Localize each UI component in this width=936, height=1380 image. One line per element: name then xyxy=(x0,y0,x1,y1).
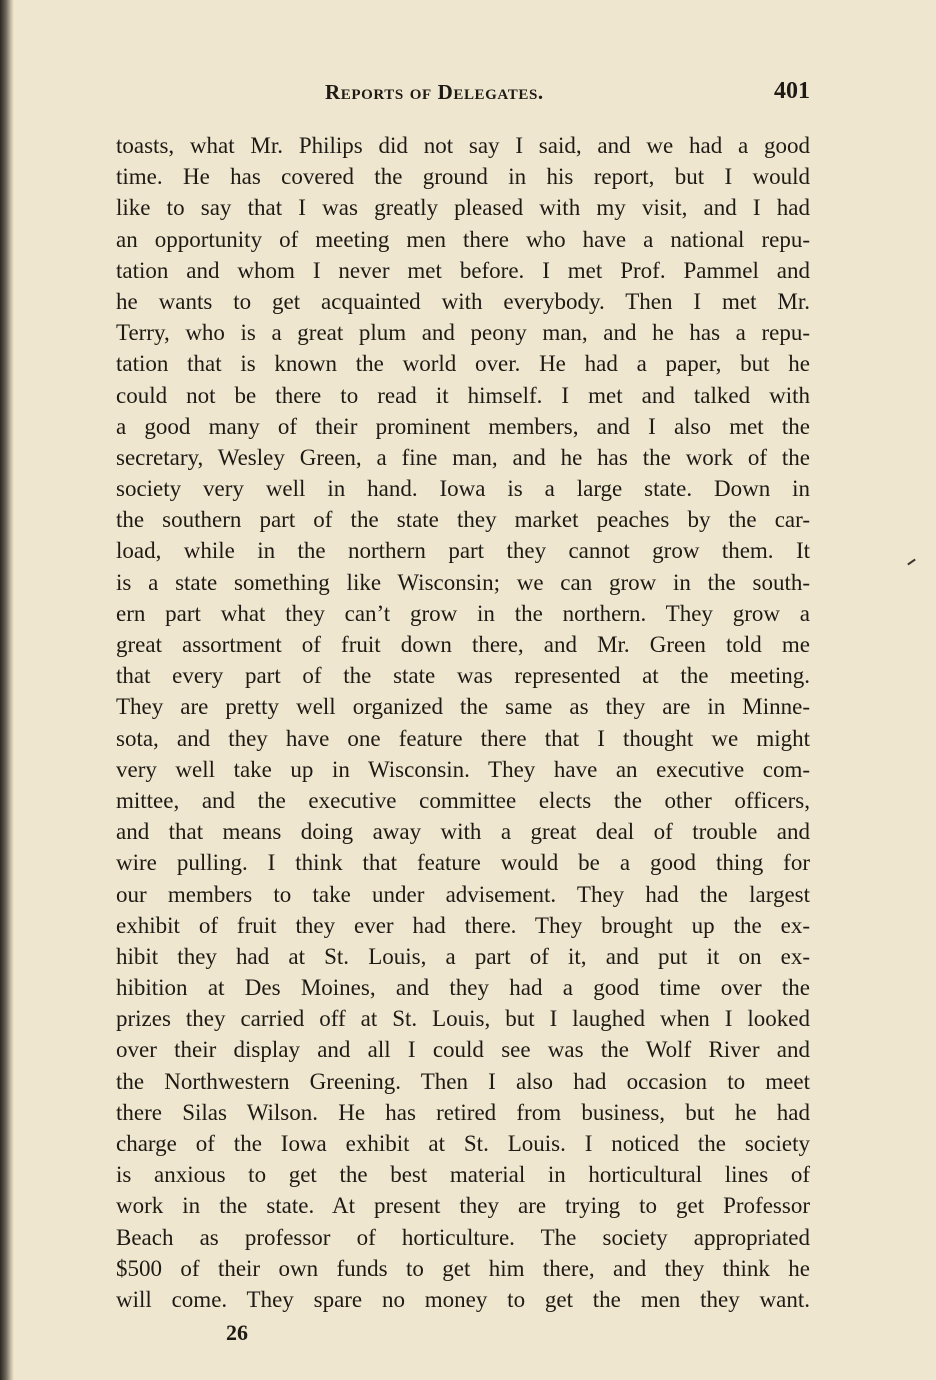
text-line: society very well in hand. Iowa is a large state. Down in xyxy=(116,476,810,502)
page-number: 401 xyxy=(774,78,810,104)
text-line: there Silas Wilson. He has retired from business, but he had xyxy=(116,1099,810,1125)
text-line: like to say that I was greatly pleased with my visit, and I had xyxy=(116,195,810,221)
text-line: very well take up in Wisconsin. They have an executive com- xyxy=(116,756,810,782)
text-line: the southern part of the state they market peaches by the car- xyxy=(116,507,810,533)
text-line: They are pretty well organized the same as they are in Minne- xyxy=(116,694,810,720)
running-title: Reports of Delegates. xyxy=(325,80,544,104)
text-line: prizes they carried off at St. Louis, but I laughed when I looked xyxy=(116,1006,810,1032)
text-line: sota, and they have one feature there that I thought we might xyxy=(116,725,810,751)
text-line: hibit they had at St. Louis, a part of it, and put it on ex- xyxy=(116,943,810,969)
stray-ink-mark xyxy=(907,559,916,566)
body-text xyxy=(116,130,810,1315)
text-line: wire pulling. I think that feature would be a good thing for xyxy=(116,850,810,876)
text-line: is a state something like Wisconsin; we can grow in the south- xyxy=(116,569,810,595)
text-line: exhibit of fruit they ever had there. They brought up the ex- xyxy=(116,912,810,938)
text-line: secretary, Wesley Green, a fine man, and he has the work of the xyxy=(116,444,810,470)
text-line: an opportunity of meeting men there who have a national repu- xyxy=(116,226,810,252)
text-line: great assortment of fruit down there, and Mr. Green told me xyxy=(116,632,810,657)
text-line: hibition at Des Moines, and they had a good time over the xyxy=(116,975,810,1001)
text-line: is anxious to get the best material in horticultural lines of xyxy=(116,1162,810,1188)
text-line: tation that is known the world over. He had a paper, but he xyxy=(116,351,810,377)
text-line: our members to take under advisement. They had the largest xyxy=(116,881,810,907)
text-line: Terry, who is a great plum and peony man, and he has a repu- xyxy=(116,320,810,346)
text-line: $500 of their own funds to get him there, and they think he xyxy=(116,1255,810,1281)
text-line: work in the state. At present they are trying to get Professor xyxy=(116,1193,810,1219)
text-line: tation and whom I never met before. I met Prof. Pammel and xyxy=(116,257,810,283)
text-line: mittee, and the executive committee elects the other officers, xyxy=(116,787,810,813)
text-line: charge of the Iowa exhibit at St. Louis. I noticed the society xyxy=(116,1131,810,1156)
page-binding-edge xyxy=(0,0,14,1380)
text-line: a good many of their prominent members, and I also met the xyxy=(116,413,810,439)
text-line: the Northwestern Greening. Then I also had occasion to meet xyxy=(116,1068,810,1094)
text-line: time. He has covered the ground in his report, but I would xyxy=(116,164,810,190)
text-line: and that means doing away with a great deal of trouble and xyxy=(116,819,810,845)
text-line: toasts, what Mr. Philips did not say I said, and we had a good xyxy=(116,133,810,158)
text-line: he wants to get acquainted with everybody. Then I met Mr. xyxy=(116,288,810,314)
text-line: that every part of the state was represented at the meeting. xyxy=(116,663,810,689)
text-line: ern part what they can’t grow in the northern. They grow a xyxy=(116,600,810,626)
text-line: will come. They spare no money to get the men they want. xyxy=(116,1286,810,1312)
text-line: load, while in the northern part they cannot grow them. It xyxy=(116,538,810,564)
running-head xyxy=(115,80,810,110)
text-line: could not be there to read it himself. I met and talked with xyxy=(116,382,810,408)
signature-mark: 26 xyxy=(226,1320,248,1345)
text-line: over their display and all I could see was the Wolf River and xyxy=(116,1037,810,1063)
text-line: Beach as professor of horticulture. The society appropriated xyxy=(116,1224,810,1250)
